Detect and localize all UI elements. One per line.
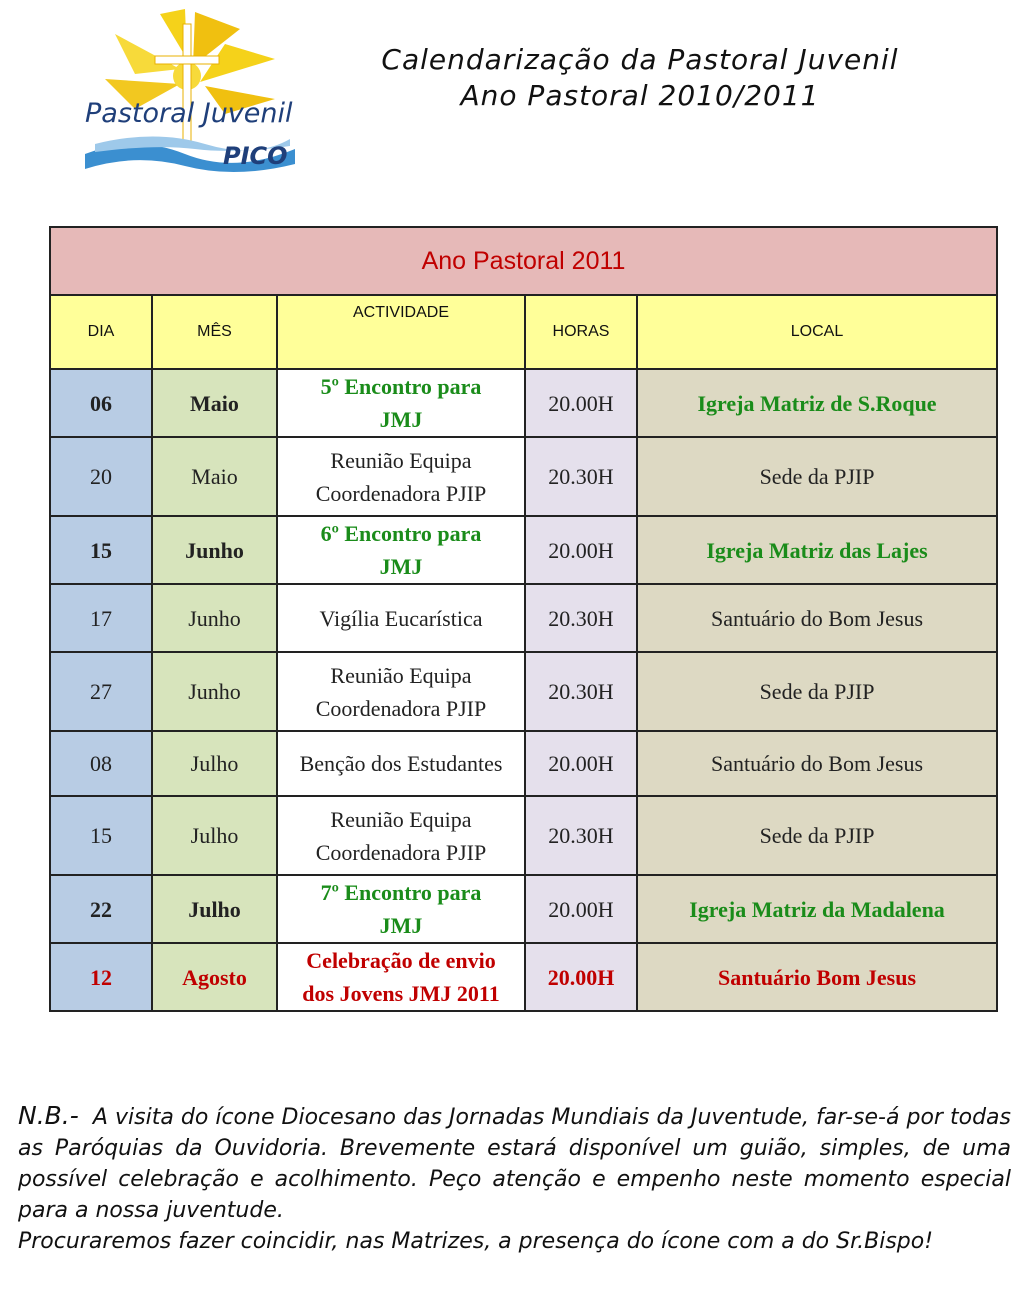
cell-mes: Junho — [152, 516, 277, 584]
table-row — [50, 796, 997, 875]
table-row — [50, 584, 997, 652]
act-line-1: Reunião Equipa — [330, 806, 472, 832]
table-row — [50, 516, 997, 584]
act-line-1: 5º Encontro para — [320, 374, 482, 399]
title-line-2: Ano Pastoral 2010/2011 — [460, 79, 820, 112]
act-line-2: dos Jovens JMJ 2011 — [302, 981, 500, 1006]
cell-local: Sede da PJIP — [637, 796, 997, 875]
cell-dia: 22 — [50, 875, 152, 943]
col-header-dia: DIA — [50, 295, 152, 369]
cell-horas: 20.00H — [525, 875, 637, 943]
cell-horas: 20.00H — [525, 516, 637, 584]
table-row — [50, 875, 997, 943]
cell-local: Igreja Matriz da Madalena — [637, 875, 997, 943]
table-row — [50, 652, 997, 731]
cell-horas: 20.30H — [525, 437, 637, 516]
calendar-table — [49, 226, 998, 1012]
cell-mes: Agosto — [152, 943, 277, 1011]
col-header-actividade: ACTIVIDADE — [277, 295, 525, 369]
page-title — [330, 42, 950, 114]
table-row — [50, 437, 997, 516]
cell-mes: Julho — [152, 796, 277, 875]
footnote — [18, 1100, 1011, 1257]
table-header-row — [50, 295, 997, 369]
cell-dia: 15 — [50, 796, 152, 875]
act-line-1: 7º Encontro para — [320, 880, 482, 905]
cell-local: Sede da PJIP — [637, 652, 997, 731]
pastoral-juvenil-logo — [75, 4, 305, 184]
cell-mes: Julho — [152, 731, 277, 796]
cell-actividade — [277, 369, 525, 437]
cell-horas: 20.00H — [525, 369, 637, 437]
col-header-local: LOCAL — [637, 295, 997, 369]
cell-local: Santuário do Bom Jesus — [637, 584, 997, 652]
cell-actividade — [277, 652, 525, 731]
cell-horas: 20.30H — [525, 796, 637, 875]
act-line-1: 6º Encontro para — [320, 521, 482, 546]
cell-dia: 12 — [50, 943, 152, 1011]
col-header-mes: MÊS — [152, 295, 277, 369]
act-line-1: Reunião Equipa — [330, 447, 472, 473]
logo-text-top: Pastoral Juvenil — [85, 98, 293, 129]
cell-dia: 08 — [50, 731, 152, 796]
cell-horas: 20.30H — [525, 584, 637, 652]
logo-text-bottom: PICO — [223, 142, 288, 170]
cell-actividade — [277, 731, 525, 796]
table-row — [50, 369, 997, 437]
cell-dia: 27 — [50, 652, 152, 731]
act-line-2: JMJ — [379, 407, 423, 432]
cell-dia: 17 — [50, 584, 152, 652]
table-banner: Ano Pastoral 2011 — [50, 227, 997, 295]
act-line-1: Benção dos Estudantes — [299, 751, 503, 776]
act-line-2: JMJ — [379, 554, 423, 579]
cell-local: Santuário Bom Jesus — [637, 943, 997, 1011]
cell-horas: 20.00H — [525, 731, 637, 796]
cell-actividade — [277, 437, 525, 516]
cell-horas: 20.30H — [525, 652, 637, 731]
act-line-1: Celebração de envio — [306, 948, 496, 973]
cell-actividade — [277, 516, 525, 584]
table-row — [50, 943, 997, 1011]
cell-local: Igreja Matriz de S.Roque — [637, 369, 997, 437]
act-line-2: Coordenadora PJIP — [315, 480, 487, 506]
act-line-1: Reunião Equipa — [330, 662, 472, 688]
cell-dia: 20 — [50, 437, 152, 516]
act-line-1: Vigília Eucarística — [319, 605, 483, 631]
act-line-2: Coordenadora PJIP — [315, 839, 487, 865]
cell-actividade — [277, 796, 525, 875]
cell-dia: 06 — [50, 369, 152, 437]
act-line-2: Coordenadora PJIP — [315, 695, 487, 721]
footnote-text: A visita do ícone Diocesano das Jornadas Mundiais da Juventude, far-se-á por todas as Paróquias da Ouvidoria. Brevemente estará disponível um guião, simples, de uma possível celebração e acolhimento. Peço atenção e empenho neste momento especial para a nossa juventude. — [18, 1105, 1011, 1223]
cell-actividade — [277, 875, 525, 943]
table-banner-row — [50, 227, 997, 295]
cell-mes: Julho — [152, 875, 277, 943]
cell-local: Sede da PJIP — [637, 437, 997, 516]
title-line-1: Calendarização da Pastoral Juvenil — [381, 43, 899, 76]
table-row — [50, 731, 997, 796]
cell-local: Igreja Matriz das Lajes — [637, 516, 997, 584]
cell-horas: 20.00H — [525, 943, 637, 1011]
cell-actividade — [277, 584, 525, 652]
cell-mes: Junho — [152, 652, 277, 731]
footnote-text-2: Procuraremos fazer coincidir, nas Matrizes, a presença do ícone com a do Sr.Bispo! — [18, 1229, 934, 1254]
cell-actividade — [277, 943, 525, 1011]
cell-dia: 15 — [50, 516, 152, 584]
col-header-horas: HORAS — [525, 295, 637, 369]
cell-mes: Maio — [152, 369, 277, 437]
cell-mes: Maio — [152, 437, 277, 516]
cell-local: Santuário do Bom Jesus — [637, 731, 997, 796]
cell-mes: Junho — [152, 584, 277, 652]
footnote-label: N.B.- — [18, 1101, 79, 1130]
act-line-2: JMJ — [379, 913, 423, 938]
